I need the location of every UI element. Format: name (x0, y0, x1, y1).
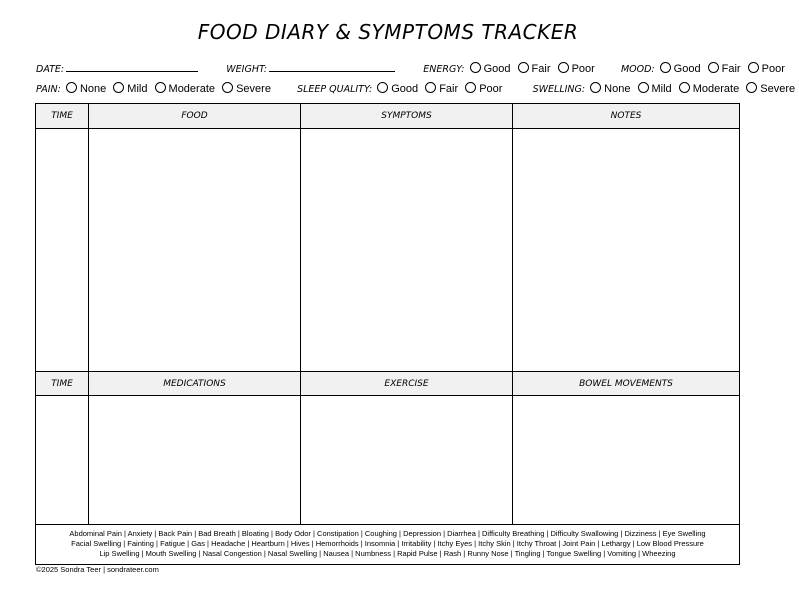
pain-label: PAIN: (36, 84, 61, 95)
info-row-1 (36, 61, 789, 75)
weight-field[interactable] (269, 61, 395, 72)
pain-radio-none[interactable] (66, 82, 77, 93)
swelling-radio-mild[interactable] (638, 82, 649, 93)
time-header: TIME (36, 104, 89, 129)
pain-option-label: Severe (236, 83, 271, 95)
energy-radio-good[interactable] (470, 62, 481, 73)
pain-option-label: None (79, 83, 107, 95)
bowel-movements-cell[interactable] (513, 396, 739, 524)
swelling-label: SWELLING: (532, 84, 586, 95)
swelling-radio-moderate[interactable] (679, 82, 690, 93)
mood-option-label: Fair (721, 63, 741, 75)
sleep-option-label: Fair (439, 83, 459, 95)
exercise-cell[interactable] (301, 396, 513, 524)
tracker-grid (35, 103, 740, 565)
sleep-radio-good[interactable] (377, 82, 388, 93)
sleep-label: SLEEP QUALITY: (297, 84, 373, 95)
mood-label: MOOD: (620, 64, 655, 75)
symptom-list-line: Abdominal Pain | Anxiety | Back Pain | Bad Breath | Bloating | Body Odor | Constipation | Coughing | Depression | Diarrhea | Difficulty Breathing | Difficulty Swallowing | Dizziness | Eye Swelling (69, 529, 706, 538)
energy-option-label: Fair (531, 63, 551, 75)
date-field[interactable] (66, 61, 198, 72)
mood-radio-fair[interactable] (708, 62, 719, 73)
swelling-option-label: Mild (651, 83, 672, 95)
medications-cell[interactable] (89, 396, 301, 524)
mood-option-label: Good (673, 63, 701, 75)
bowel-movements-header: BOWEL MOVEMENTS (513, 372, 739, 396)
sleep-option-label: Poor (479, 83, 503, 95)
energy-option-label: Poor (571, 63, 595, 75)
sleep-radio-poor[interactable] (465, 82, 476, 93)
swelling-option-label: Moderate (692, 83, 740, 95)
pain-radio-mild[interactable] (113, 82, 124, 93)
pain-option-label: Mild (127, 83, 148, 95)
sleep-option-label: Good (391, 83, 419, 95)
time-header-2: TIME (36, 372, 89, 396)
swelling-option-label: Severe (760, 83, 796, 95)
medications-header: MEDICATIONS (89, 372, 301, 396)
swelling-radio-none[interactable] (590, 82, 601, 93)
energy-radio-fair[interactable] (518, 62, 529, 73)
symptom-list (36, 524, 739, 564)
pain-radio-moderate[interactable] (155, 82, 166, 93)
energy-label: ENERGY: (423, 64, 465, 75)
sleep-radio-fair[interactable] (425, 82, 436, 93)
exercise-header: EXERCISE (301, 372, 513, 396)
date-label: DATE: (36, 64, 65, 75)
food-header: FOOD (89, 104, 301, 129)
time-cell-2[interactable] (36, 396, 89, 524)
swelling-radio-severe[interactable] (746, 82, 757, 93)
food-cell[interactable] (89, 129, 301, 371)
copyright: ©2025 Sondra Teer | sondrateer.com (36, 565, 159, 574)
symptoms-header: SYMPTOMS (301, 104, 513, 129)
info-row-2 (36, 82, 799, 95)
symptom-list-line: Facial Swelling | Fainting | Fatigue | Gas | Headache | Heartburn | Hives | Hemorrhoids | Insomnia | Irritability | Itchy Eyes | Itchy Skin | Itchy Throat | Joint Pain | Lethargy | Low Blood Pressure (71, 539, 704, 548)
mood-radio-good[interactable] (660, 62, 671, 73)
mood-radio-poor[interactable] (748, 62, 759, 73)
weight-label: WEIGHT: (226, 64, 268, 75)
symptoms-cell[interactable] (301, 129, 513, 371)
symptom-list-line: Lip Swelling | Mouth Swelling | Nasal Congestion | Nasal Swelling | Nausea | Numbness | Rapid Pulse | Rash | Runny Nose | Tingling | Tongue Swelling | Vomiting | Wheezing (99, 549, 676, 558)
time-cell[interactable] (36, 129, 89, 371)
pain-option-label: Moderate (168, 83, 216, 95)
page-title: FOOD DIARY & SYMPTOMS TRACKER (197, 20, 579, 44)
notes-header: NOTES (513, 104, 739, 129)
notes-cell[interactable] (513, 129, 739, 371)
pain-radio-severe[interactable] (222, 82, 233, 93)
energy-radio-poor[interactable] (558, 62, 569, 73)
mood-option-label: Poor (761, 63, 785, 75)
swelling-option-label: None (604, 83, 631, 95)
energy-option-label: Good (483, 63, 511, 75)
